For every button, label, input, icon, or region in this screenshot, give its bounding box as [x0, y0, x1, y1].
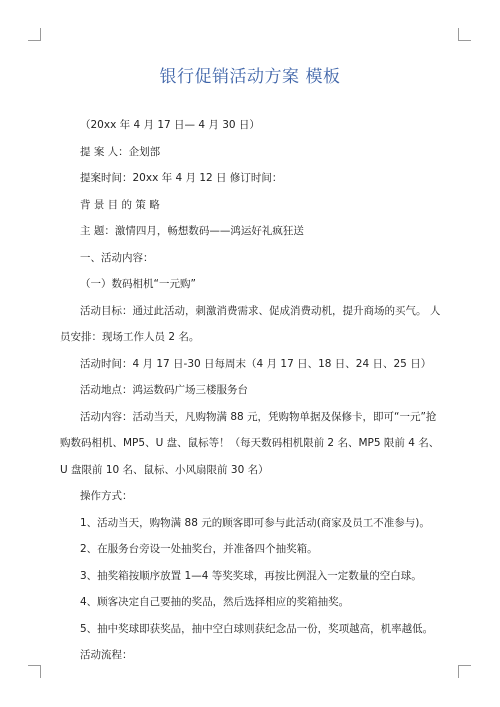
page-corner-mark-top-left: [28, 28, 41, 41]
page-corner-mark-bottom-right: [458, 665, 471, 678]
theme-line: 主 题：激情四月，畅想数码——鸿运好礼疯狂送: [80, 225, 304, 237]
page-corner-mark-top-right: [458, 28, 471, 41]
page-corner-mark-bottom-left: [28, 665, 41, 678]
document-title: 银行促销活动方案 模板: [159, 67, 341, 87]
activity-content-paragraph: 活动内容：活动当天，凡购物满 88 元，凭购物单据及保修卡，即可“一元”抢购数码相机、MP5、U 盘、鼠标等！（每天数码相机限前 2 名、MP5 限前 4 名、U 盘限前 10 名、鼠标、小风扇限前 30 名）: [60, 410, 440, 476]
operation-heading: 操作方式：: [80, 490, 133, 502]
date-range-line: （20xx 年 4 月 17 日— 4 月 30 日）: [80, 119, 260, 131]
section-heading-activity-content: 一、活动内容：: [80, 251, 154, 264]
activity-goal-paragraph: 活动目标：通过此活动，刺激消费需求、促成消费动机，提升商场的买气。 人员安排：现场工作人员 2 名。: [60, 304, 441, 343]
document-body: [60, 112, 445, 669]
activity-location-line: 活动地点：鸿运数码广场三楼服务台: [80, 384, 248, 396]
proposer-line: 提 案 人：企划部: [80, 145, 161, 158]
operation-step-3: 3、抽奖箱按顺序放置 1—4 等奖奖球，再按比例混入一定数量的空白球。: [80, 569, 422, 582]
operation-step-4: 4、顾客决定自己要抽的奖品，然后选择相应的奖箱抽奖。: [80, 596, 350, 608]
subsection-heading-one-yuan: （一）数码相机“一元购”: [80, 278, 196, 290]
proposal-time-line: 提案时间：20xx 年 4 月 12 日 修订时间：: [80, 172, 283, 184]
operation-step-1: 1、活动当天，购物满 88 元的顾客即可参与此活动(商家及员工不准参与)。: [80, 516, 430, 529]
operation-step-2: 2、在服务台旁设一处抽奖台，并准备四个抽奖箱。: [80, 543, 318, 555]
activity-time-line: 活动时间：4 月 17 日-30 日每周末（4 月 17 日、18 日、24 日、25 日）: [80, 357, 432, 370]
operation-step-5: 5、抽中奖球即获奖品，抽中空白球则获纪念品一份，奖项越高，机率越低。: [80, 622, 434, 635]
activity-flow-heading: 活动流程：: [80, 649, 133, 661]
background-heading: 背 景 目 的 策 略: [80, 198, 160, 211]
